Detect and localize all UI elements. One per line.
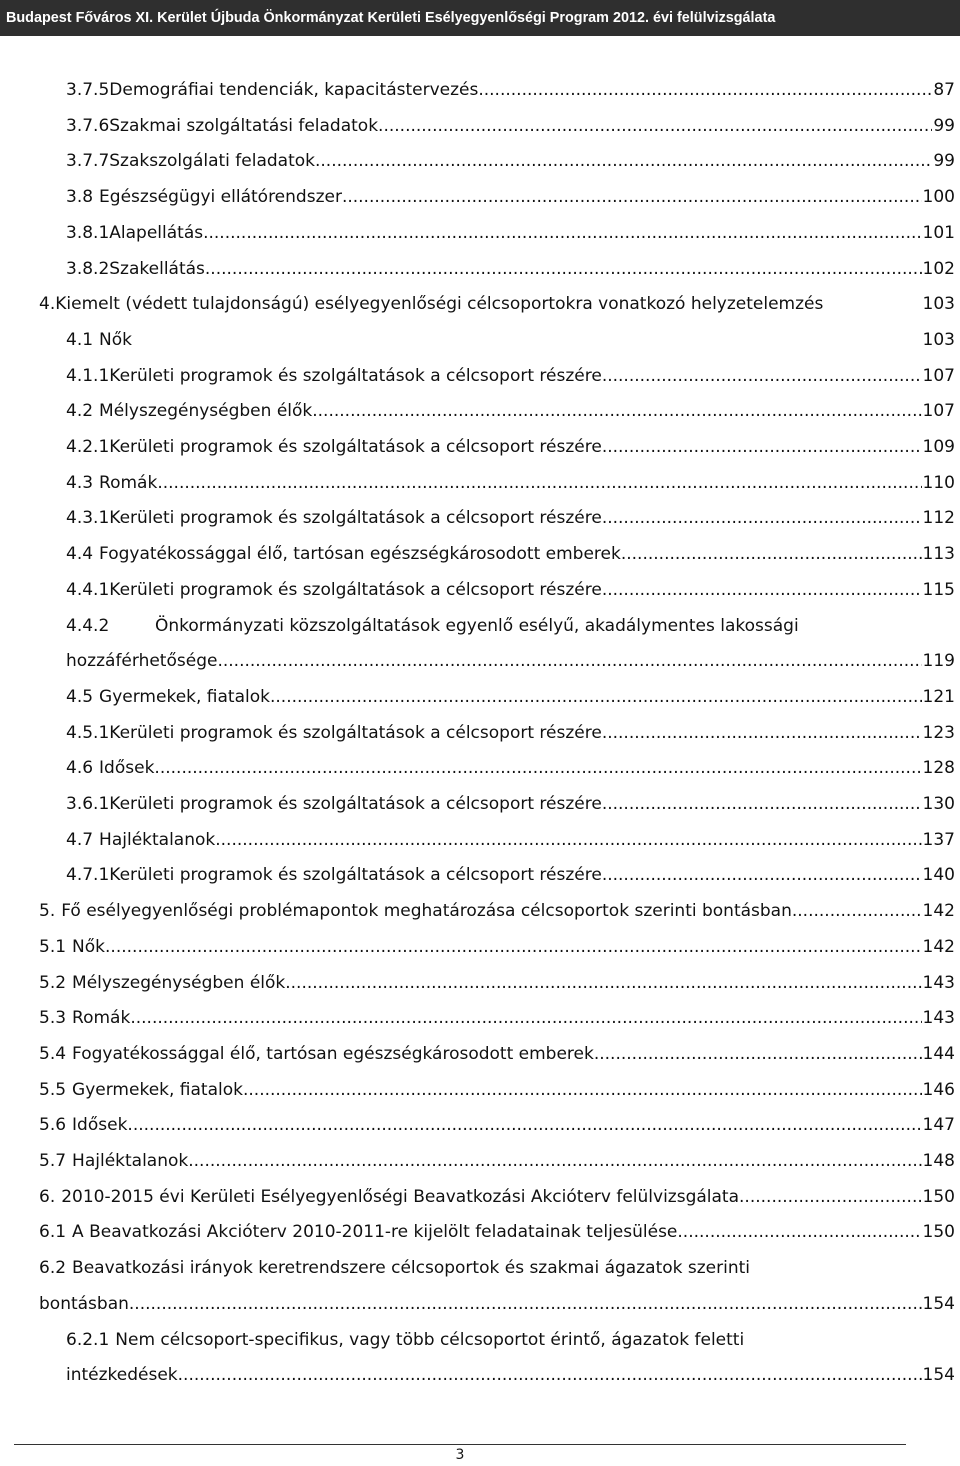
toc-entry-number: 5.7: [39, 1151, 67, 1171]
toc-entry-title: Egészségügyi ellátórendszer: [99, 187, 342, 208]
toc-entry-number: 4.4.1: [66, 579, 110, 600]
toc-entry-number: 6.2.1: [66, 1329, 110, 1350]
toc-entry-page: 113: [922, 544, 955, 565]
toc-entry-page: 110: [922, 472, 955, 493]
toc-entry-title: Fogyatékossággal élő, tartósan egészségkárosodott emberek: [99, 544, 621, 565]
toc-entry-title: Nem célcsoport-specifikus, vagy több célcsoportot érintő, ágazatok feletti: [115, 1329, 745, 1350]
toc-entry-page: 140: [922, 865, 955, 886]
page-number: 3: [455, 1447, 465, 1463]
toc-leader-dots: [315, 143, 932, 179]
toc-leader-dots: [602, 500, 922, 536]
toc-leader-dots: [215, 822, 921, 858]
toc-entry-title: Demográfiai tendenciák, kapacitástervezés: [109, 80, 479, 100]
toc-entry-page: 150: [922, 1186, 955, 1207]
toc-entry-number: 5.4: [39, 1043, 67, 1064]
toc-entry[interactable]: [39, 1179, 955, 1215]
toc-entry[interactable]: [66, 72, 955, 108]
toc-entry[interactable]: [66, 465, 955, 501]
toc-entry-page: 147: [922, 1115, 955, 1136]
toc-leader-dots: [127, 1107, 921, 1143]
toc-entry-number: 4.: [39, 294, 56, 315]
toc-leader-dots: [285, 965, 921, 1001]
toc-entry[interactable]: [39, 893, 955, 929]
toc-entry-number: 4.7: [66, 829, 94, 850]
toc-entry-page: 142: [922, 901, 955, 922]
toc-entry[interactable]: [39, 286, 955, 322]
toc-entry-title: Mélyszegénységben élők: [99, 401, 313, 422]
toc-entry[interactable]: [39, 1107, 955, 1143]
toc-entry-page: 107: [922, 401, 955, 422]
toc-entry-number: 4.1.1: [66, 365, 110, 386]
toc-entry-title: Beavatkozási irányok keretrendszere célcsoportok és szakmai ágazatok szerinti: [72, 1258, 750, 1279]
toc-leader-dots: [602, 429, 922, 465]
toc-entry-number: 4.5: [66, 686, 94, 707]
toc-entry[interactable]: [66, 536, 955, 572]
toc-entry[interactable]: [39, 929, 955, 965]
toc-entry-number: 3.8.2: [66, 258, 110, 279]
toc-entry[interactable]: [66, 143, 955, 179]
toc-leader-dots: [205, 251, 922, 287]
toc-entry[interactable]: [66, 857, 955, 893]
toc-entry-number: 5.: [39, 901, 56, 922]
toc-entry-page: 112: [922, 508, 955, 529]
toc-entry-page: 103: [922, 294, 955, 315]
toc-entry-page: 154: [922, 1365, 955, 1386]
toc-entry-number: 5.3: [39, 1008, 67, 1029]
toc-entry[interactable]: [66, 608, 955, 644]
toc-entry-page: 123: [922, 722, 955, 743]
toc-entry-title: Fő esélyegyenlőségi problémapontok meghatározása célcsoportok szerinti bontásban: [61, 901, 792, 922]
toc-entry-page: 154: [922, 1293, 955, 1314]
toc-entry-title: intézkedések: [66, 1365, 178, 1386]
toc-entry[interactable]: [39, 1286, 955, 1322]
toc-leader-dots: [677, 1214, 921, 1250]
toc-entry-number: 5.5: [39, 1079, 67, 1100]
toc-entry-title: Idősek: [99, 758, 155, 779]
toc-entry-page: 148: [922, 1151, 955, 1171]
toc-entry-number: 3.7.6: [66, 115, 110, 136]
toc-entry[interactable]: [66, 429, 955, 465]
toc-entry-number: 3.8.1: [66, 222, 110, 243]
toc-entry[interactable]: [66, 679, 955, 715]
toc-entry-page: 99: [933, 115, 955, 136]
toc-leader-dots: [602, 857, 922, 893]
toc-entry-title: Romák: [72, 1008, 131, 1029]
toc-entry[interactable]: [39, 1072, 955, 1108]
toc-leader-dots: [203, 215, 921, 251]
toc-leader-dots: [594, 1036, 922, 1072]
header-title: Budapest Főváros XI. Kerület Újbuda Önkormányzat Kerületi Esélyegyenlőségi Program 2012. évi felülvizsgálata: [6, 10, 776, 26]
toc-leader-dots: [342, 179, 922, 215]
toc-entry-number: 4.3: [66, 472, 94, 493]
toc-entry-page: 103: [922, 329, 955, 350]
toc-entry-title: Kerületi programok és szolgáltatások a célcsoport részére: [109, 722, 602, 743]
toc-entry-number: 4.3.1: [66, 508, 110, 529]
toc-entry-title: Hajléktalanok: [99, 829, 216, 850]
toc-entry[interactable]: [39, 1143, 955, 1179]
toc-entry-number: 5.2: [39, 972, 67, 993]
toc-entry-title: 2010-2015 évi Kerületi Esélyegyenlőségi Beavatkozási Akcióterv felülvizsgálata: [61, 1186, 740, 1207]
toc-entry[interactable]: [66, 822, 955, 858]
toc-entry-page: 142: [922, 936, 955, 957]
toc-entry-title: bontásban: [39, 1293, 129, 1314]
toc-entry-page: 101: [922, 222, 955, 243]
toc-entry[interactable]: [66, 393, 955, 429]
toc-entry-page: 99: [933, 151, 955, 172]
toc-entry-number: 6.2: [39, 1258, 67, 1279]
toc-entry[interactable]: [39, 1036, 955, 1072]
toc-entry[interactable]: [39, 965, 955, 1001]
toc-entry-title: Kerületi programok és szolgáltatások a célcsoport részére: [109, 365, 602, 386]
toc-leader-dots: [739, 1179, 922, 1215]
toc-entry-title: Alapellátás: [109, 222, 204, 243]
toc-entry[interactable]: [66, 1357, 955, 1393]
toc-entry[interactable]: [66, 786, 955, 822]
toc-entry-number: 4.1: [66, 329, 94, 350]
toc-entry-number: 4.6: [66, 758, 94, 779]
toc-entry-title: Nők: [99, 329, 133, 350]
toc-entry-page: 144: [922, 1043, 955, 1064]
toc-leader-dots: [217, 643, 921, 679]
toc-entry-title: Kerületi programok és szolgáltatások a célcsoport részére: [109, 437, 602, 457]
toc-entry-title: Kerületi programok és szolgáltatások a célcsoport részére: [109, 579, 602, 600]
toc-entry-title: Fogyatékossággal élő, tartósan egészségkárosodott emberek: [72, 1043, 594, 1064]
toc-entry-number: 4.2: [66, 401, 94, 422]
toc-entry-number: 4.2.1: [66, 437, 110, 457]
toc-leader-dots: [154, 750, 921, 786]
toc-entry-title: Gyermekek, fiatalok: [99, 686, 270, 707]
toc-entry-page: 137: [922, 829, 955, 850]
toc-entry-title: Kerületi programok és szolgáltatások a célcsoport részére: [109, 794, 602, 814]
toc-entry-page: 150: [922, 1222, 955, 1243]
toc-entry-number: 3.7.5: [66, 80, 110, 100]
toc-entry-number: 3.6.1: [66, 794, 110, 814]
toc-entry-title: Szakszolgálati feladatok: [109, 151, 315, 172]
toc-leader-dots: [312, 393, 921, 429]
toc-leader-dots: [178, 1357, 922, 1393]
toc-entry-page: 119: [922, 651, 955, 672]
toc-entry-number: 6.: [39, 1186, 56, 1207]
toc-entry[interactable]: [66, 750, 955, 786]
toc-entry[interactable]: [66, 500, 955, 536]
toc-entry[interactable]: [66, 322, 955, 358]
toc-leader-dots: [129, 1286, 922, 1322]
toc-entry[interactable]: [39, 1000, 955, 1036]
toc-entry-page: 143: [922, 1008, 955, 1029]
toc-entry-title: Mélyszegénységben élők: [72, 972, 286, 993]
toc-entry[interactable]: [39, 1214, 955, 1250]
toc-entry-number: 5.6: [39, 1115, 67, 1136]
toc-entry-page: 146: [922, 1079, 955, 1100]
toc-entry-number: 3.8: [66, 187, 94, 208]
toc-entry-number: 4.4.2: [66, 615, 110, 636]
toc-entry-number: 6.1: [39, 1222, 67, 1243]
toc-entry[interactable]: [66, 358, 955, 394]
toc-entry-page: 115: [922, 579, 955, 600]
toc-leader-dots: [602, 715, 922, 751]
toc-leader-dots: [157, 465, 921, 501]
toc-leader-dots: [270, 679, 922, 715]
toc-entry-number: 5.1: [39, 936, 67, 957]
toc-leader-dots: [378, 108, 932, 144]
toc-entry-title: Kerületi programok és szolgáltatások a célcsoport részére: [109, 865, 602, 886]
toc-entry-number: 4.7.1: [66, 865, 110, 886]
toc-leader-dots: [130, 1000, 921, 1036]
toc-entry[interactable]: [66, 1322, 955, 1358]
toc-entry-number: 3.7.7: [66, 151, 110, 172]
toc-entry-title: Szakellátás: [109, 258, 205, 279]
toc-entry-title: Hajléktalanok: [72, 1151, 189, 1171]
toc-entry-title: A Beavatkozási Akcióterv 2010-2011-re kijelölt feladatainak teljesülése: [72, 1222, 678, 1243]
toc-leader-dots: [478, 72, 932, 108]
toc-entry-page: 87: [933, 80, 955, 100]
toc-entry-number: 4.4: [66, 544, 94, 565]
toc-entry-title: Romák: [99, 472, 158, 493]
toc-leader-dots: [243, 1072, 922, 1108]
toc-entry-page: 109: [922, 437, 955, 457]
toc-entry[interactable]: [66, 108, 955, 144]
toc-leader-dots: [602, 572, 922, 608]
toc-entry-page: 102: [922, 258, 955, 279]
toc-leader-dots: [621, 536, 922, 572]
toc-entry-title: Kerületi programok és szolgáltatások a célcsoport részére: [109, 508, 602, 529]
toc-leader-dots: [602, 358, 922, 394]
toc-entry-title: Idősek: [72, 1115, 128, 1136]
toc-entry-page: 128: [922, 758, 955, 779]
toc-entry-title: Önkormányzati közszolgáltatások egyenlő esélyű, akadálymentes lakossági: [155, 615, 799, 636]
toc-entry[interactable]: [66, 643, 955, 679]
document-header: [0, 0, 960, 36]
toc-entry[interactable]: [66, 179, 955, 215]
toc-entry-title: Kiemelt (védett tulajdonságú) esélyegyenlőségi célcsoportokra vonatkozó helyzetelemzés: [55, 294, 824, 315]
toc-entry-title: hozzáférhetősége: [66, 651, 218, 672]
toc-leader-dots: [792, 893, 922, 929]
toc-entry-page: 100: [922, 187, 955, 208]
toc-entry-page: 121: [922, 686, 955, 707]
toc-entry[interactable]: [66, 251, 955, 287]
toc-leader-dots: [105, 929, 922, 965]
toc-entry-title: Gyermekek, fiatalok: [72, 1079, 243, 1100]
toc-entry[interactable]: [39, 1250, 955, 1286]
toc-entry-page: 143: [922, 972, 955, 993]
toc-entry[interactable]: [66, 215, 955, 251]
toc-entry-page: 107: [922, 365, 955, 386]
toc-entry-title: Nők: [72, 936, 106, 957]
toc-leader-dots: [602, 786, 922, 822]
toc-entry-title: Szakmai szolgáltatási feladatok: [109, 115, 379, 136]
toc-entry-page: 130: [922, 794, 955, 814]
toc-entry-number: 4.5.1: [66, 722, 110, 743]
toc-leader-dots: [188, 1143, 921, 1179]
toc-entry[interactable]: [66, 572, 955, 608]
toc-entry[interactable]: [66, 715, 955, 751]
